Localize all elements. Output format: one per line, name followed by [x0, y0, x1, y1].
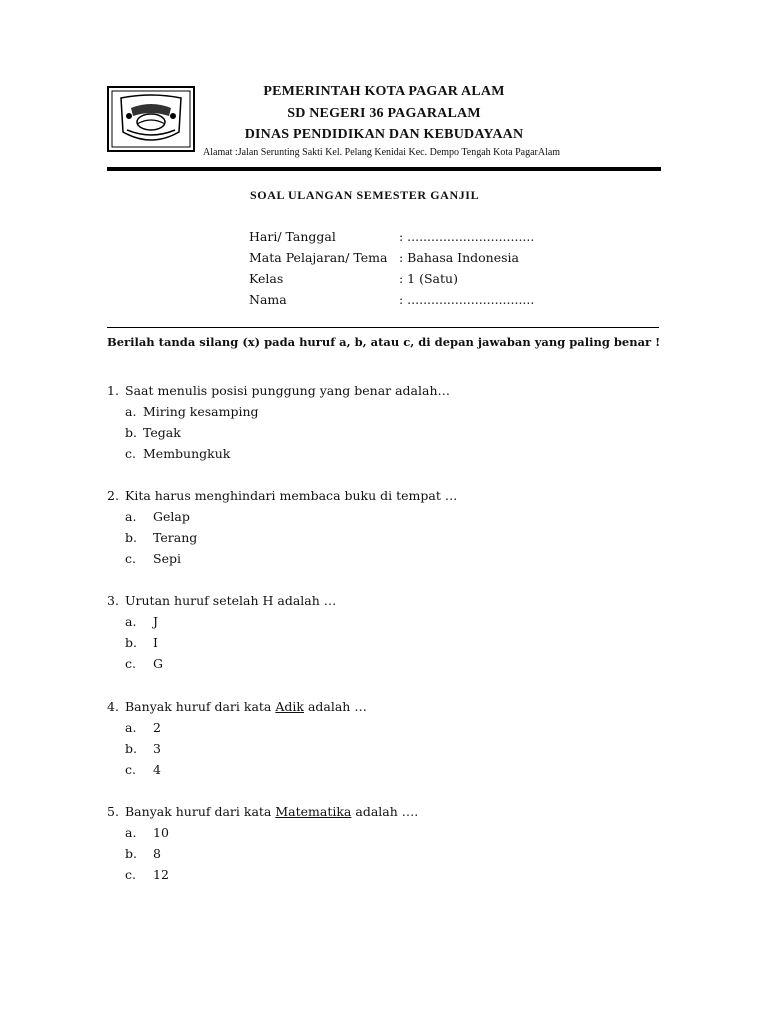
- identity-row-name: [249, 292, 534, 307]
- question-text-post: adalah ….: [351, 804, 419, 819]
- identity-row-class: [249, 271, 458, 286]
- question-keyword: Adik: [275, 699, 304, 714]
- option-3a: [125, 614, 158, 629]
- option-letter: c.: [125, 656, 136, 671]
- question-1: [107, 383, 450, 398]
- option-4a: [125, 720, 161, 735]
- section-divider: [107, 327, 659, 328]
- header-divider: [107, 167, 661, 171]
- exam-title: SOAL ULANGAN SEMESTER GANJIL: [250, 188, 480, 202]
- identity-row-date: [249, 229, 534, 244]
- option-4b: [125, 741, 161, 756]
- option-2a: [125, 509, 190, 524]
- identity-label: Kelas: [249, 271, 284, 286]
- option-5b: [125, 846, 161, 861]
- option-letter: c.: [125, 762, 136, 777]
- identity-label: Hari/ Tanggal: [249, 229, 336, 244]
- option-letter: b.: [125, 635, 137, 650]
- question-number: 5.: [107, 804, 119, 819]
- option-text: 12: [153, 867, 169, 882]
- option-text: 10: [153, 825, 169, 840]
- option-letter: a.: [125, 825, 137, 840]
- option-text: Miring kesamping: [143, 404, 259, 419]
- option-5c: [125, 867, 169, 882]
- question-number: 4.: [107, 699, 119, 714]
- option-letter: b.: [125, 846, 137, 861]
- option-text: Tegak: [143, 425, 181, 440]
- instruction-text: Berilah tanda silang (x) pada huruf a, b, atau c, di depan jawaban yang paling benar !: [107, 335, 661, 349]
- option-2c: [125, 551, 181, 566]
- option-text: I: [153, 635, 158, 650]
- option-text: 8: [153, 846, 161, 861]
- identity-value: : Bahasa Indonesia: [399, 250, 519, 265]
- option-1b: [125, 425, 181, 440]
- question-2: [107, 488, 457, 503]
- option-1c: [125, 446, 230, 461]
- question-number: 1.: [107, 383, 119, 398]
- option-letter: c.: [125, 446, 136, 461]
- option-text: G: [153, 656, 163, 671]
- option-4c: [125, 762, 161, 777]
- option-letter: b.: [125, 425, 137, 440]
- question-4: [107, 699, 367, 714]
- question-text-pre: Banyak huruf dari kata: [125, 699, 276, 714]
- identity-label: Mata Pelajaran/ Tema: [249, 250, 388, 265]
- identity-row-subject: [249, 250, 519, 265]
- option-3b: [125, 635, 158, 650]
- option-letter: a.: [125, 720, 137, 735]
- option-letter: a.: [125, 509, 137, 524]
- identity-value: : ................................: [399, 292, 535, 307]
- option-letter: a.: [125, 614, 137, 629]
- option-3c: [125, 656, 163, 671]
- identity-value: : 1 (Satu): [399, 271, 458, 286]
- identity-value: : ................................: [399, 229, 535, 244]
- question-text: Saat menulis posisi punggung yang benar adalah…: [125, 383, 451, 398]
- header-school: SD NEGERI 36 PAGARALAM: [287, 106, 481, 121]
- option-text: J: [153, 614, 159, 629]
- option-text: 2: [153, 720, 161, 735]
- option-text: Terang: [153, 530, 198, 545]
- option-text: Gelap: [153, 509, 190, 524]
- option-letter: b.: [125, 741, 137, 756]
- question-text-pre: Banyak huruf dari kata: [125, 804, 276, 819]
- option-1a: [125, 404, 259, 419]
- option-letter: a.: [125, 404, 137, 419]
- question-text-post: adalah …: [303, 699, 367, 714]
- question-number: 3.: [107, 593, 119, 608]
- question-text: Kita harus menghindari membaca buku di tempat …: [125, 488, 458, 503]
- question-text: Urutan huruf setelah H adalah …: [125, 593, 337, 608]
- option-text: 3: [153, 741, 161, 756]
- header-address: Alamat :Jalan Serunting Sakti Kel. Pelang Kenidai Kec. Dempo Tengah Kota PagarAlam: [203, 147, 561, 158]
- question-number: 2.: [107, 488, 119, 503]
- option-letter: b.: [125, 530, 137, 545]
- identity-label: Nama: [249, 292, 287, 307]
- question-5: [107, 804, 418, 819]
- header-department: DINAS PENDIDIKAN DAN KEBUDAYAAN: [244, 127, 524, 142]
- option-text: Sepi: [153, 551, 181, 566]
- option-letter: c.: [125, 551, 136, 566]
- option-text: 4: [153, 762, 161, 777]
- option-text: Membungkuk: [143, 446, 231, 461]
- option-2b: [125, 530, 197, 545]
- header-government: PEMERINTAH KOTA PAGAR ALAM: [263, 84, 505, 99]
- option-letter: c.: [125, 867, 136, 882]
- question-3: [107, 593, 336, 608]
- question-keyword: Matematika: [275, 804, 352, 819]
- option-5a: [125, 825, 169, 840]
